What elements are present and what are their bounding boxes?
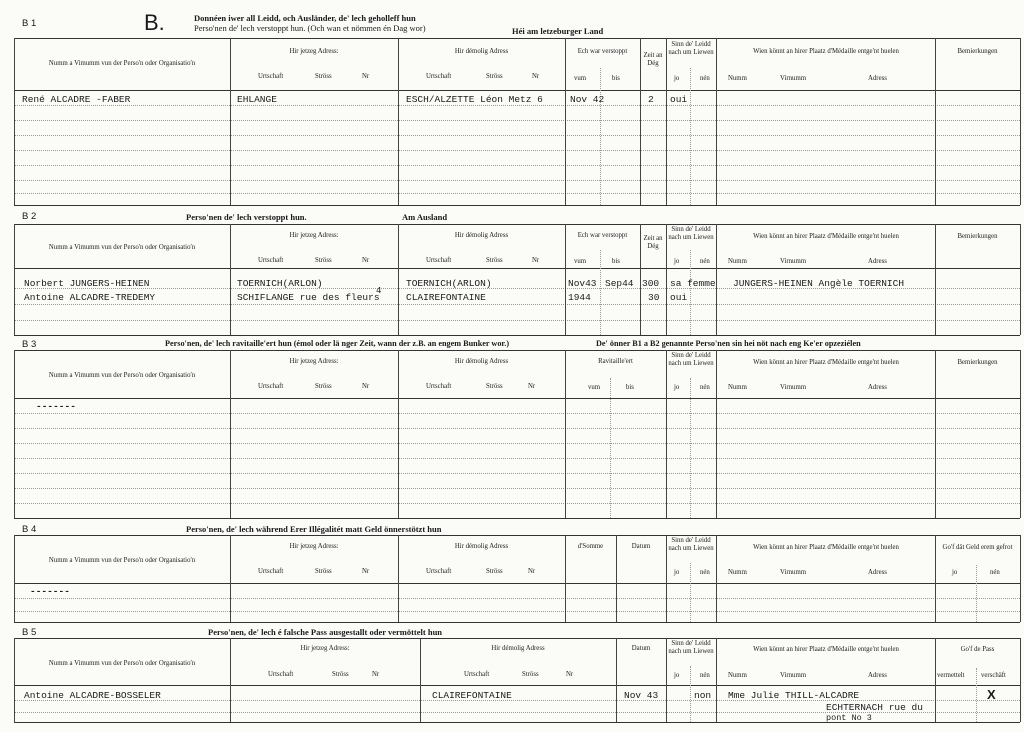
column-header: Datum <box>631 645 651 652</box>
column-header: Sinn de' Leidd nach um Liewen <box>668 41 714 56</box>
subheader: nén <box>700 672 710 679</box>
entry-date: Nov 43 <box>624 690 659 701</box>
entry-alive: non <box>694 690 712 701</box>
column-header: Hir démolig Adress <box>454 232 509 239</box>
entry-alive: oui <box>670 292 688 303</box>
subheader: vum <box>574 75 587 82</box>
subheader: vermettelt <box>937 672 965 679</box>
subheader: Nr <box>532 257 540 264</box>
column-header: Zeit an Dég <box>643 235 663 250</box>
subheader: Ströss <box>315 383 332 390</box>
entry-pass-mark: X <box>987 687 996 702</box>
subheader: Nr <box>372 671 380 678</box>
column-header: Hir démolig Adress <box>454 48 509 55</box>
subheader: bis <box>612 258 620 265</box>
section-subtitle: Héi am letzeburger Land <box>512 26 604 36</box>
column-header: d'Somme <box>577 543 604 550</box>
entry-current-address: SCHIFLANGE rue des fleurs <box>237 292 380 303</box>
column-header: Wien könnt an hirer Plaatz d'Médaille entge'nt huelen <box>753 359 899 366</box>
subheader: jo <box>674 672 680 679</box>
subheader: Ströss <box>315 257 332 264</box>
column-header: Bemierkungen <box>957 48 998 55</box>
column-header: Numm a Vimumm vun der Perso'n oder Organisatio'n <box>48 557 196 564</box>
subheader: Urtschaft <box>258 568 284 575</box>
entry-medal-address: ECHTERNACH rue du <box>826 702 923 713</box>
subheader: jo <box>674 384 680 391</box>
section-title: Perso'nen de' lech verstoppt hun. <box>186 212 307 222</box>
section-title: Donnéen iwer all Leidd, och Ausländer, de' lech geholleff hun <box>194 13 416 23</box>
subheader: Urtschaft <box>258 73 284 80</box>
entry-former-address: TOERNICH(ARLON) <box>406 278 492 289</box>
subheader: Nr <box>362 383 370 390</box>
subheader: Urtschaft <box>268 671 294 678</box>
column-header: Numm a Vimumm vun der Perso'n oder Organisatio'n <box>48 372 196 379</box>
section-label: B 5 <box>22 627 37 638</box>
entry-name: Antoine ALCADRE-TREDEMY <box>24 292 156 303</box>
entry-hidden-to: Sep44 <box>605 278 634 289</box>
column-header: Sinn de' Leidd nach um Liewen <box>668 537 714 552</box>
form-letter: B. <box>144 10 165 35</box>
column-header: Wien könnt an hirer Plaatz d'Médaille entge'nt huelen <box>753 48 899 55</box>
entry-current-nr: 4 <box>376 286 382 296</box>
entry-hidden-from: Nov 42 <box>570 94 605 105</box>
entry-name: Norbert JUNGERS-HEINEN <box>24 278 150 289</box>
subheader: Adress <box>868 569 887 576</box>
subheader: jo <box>674 258 680 265</box>
entry-name: ------- <box>36 401 76 412</box>
subheader: Adress <box>868 75 887 82</box>
subheader: Ströss <box>486 383 503 390</box>
entry-name: René ALCADRE -FABER <box>22 94 131 105</box>
entry-name: Antoine ALCADRE-BOSSELER <box>24 690 161 701</box>
subheader: Numm <box>728 75 747 82</box>
subheader: Urtschaft <box>426 257 452 264</box>
entry-current-address: TOERNICH(ARLON) <box>237 278 323 289</box>
column-header: Wien könnt an hirer Plaatz d'Médaille entge'nt huelen <box>753 544 899 551</box>
column-header: Ech war verstoppt <box>577 232 628 239</box>
section-title: Perso'nen, de' lech ravitaille'ert hun (émol oder lä nger Zeit, wann der z.B. an engem Bunker wor.) <box>165 339 510 348</box>
subheader: Numm <box>728 384 747 391</box>
column-header: Hir jetzeg Adress: <box>300 645 350 652</box>
subheader: jo <box>674 569 680 576</box>
subheader: bis <box>626 384 634 391</box>
column-header: Numm a Vimumm vun der Perso'n oder Organisatio'n <box>48 660 196 667</box>
subheader: Virnumm <box>780 569 807 576</box>
subheader: Ströss <box>486 257 503 264</box>
subheader: Virnumm <box>780 75 807 82</box>
subheader: nén <box>700 384 710 391</box>
column-header: Bemierkungen <box>957 233 998 240</box>
subheader: nén <box>700 258 710 265</box>
subheader: Virnumm <box>780 384 807 391</box>
section-title: Perso'nen, de' lech während Erer Illégalitét matt Geld önnerstötzt hun <box>186 524 442 534</box>
section-label: B 3 <box>22 339 37 350</box>
section-subtitle: Am Ausland <box>402 212 448 222</box>
column-header: Numm a Vimumm vun der Perso'n oder Organisatio'n <box>48 60 196 67</box>
subheader: jo <box>674 75 680 82</box>
subheader: Ströss <box>486 568 503 575</box>
entry-time: 300 <box>642 278 660 289</box>
subheader: Numm <box>728 258 747 265</box>
column-header: Sinn de' Leidd nach um Liewen <box>668 640 714 655</box>
subheader: Numm <box>728 672 747 679</box>
subheader: Urtschaft <box>426 73 452 80</box>
entry-name: ------- <box>30 586 70 597</box>
column-header: Bemierkungen <box>957 359 998 366</box>
section-label: B 2 <box>22 211 37 222</box>
subheader: Urtschaft <box>464 671 490 678</box>
subheader: nén <box>700 75 710 82</box>
entry-alive: oui <box>670 94 688 105</box>
column-header: Sinn de' Leidd nach um Liewen <box>668 226 714 241</box>
subheader: Urtschaft <box>426 383 452 390</box>
column-header: Hir démolig Adress <box>454 543 509 550</box>
subheader: Ströss <box>315 73 332 80</box>
subheader: jo <box>952 569 958 576</box>
column-header: Hir jetzeg Adress: <box>289 48 339 55</box>
column-header: Hir jetzeg Adress: <box>289 358 339 365</box>
subheader: Ströss <box>315 568 332 575</box>
subheader: Urtschaft <box>258 383 284 390</box>
column-header: Datum <box>631 543 651 550</box>
subheader: bis <box>612 75 620 82</box>
subheader: nén <box>700 569 710 576</box>
subheader: vum <box>588 384 601 391</box>
subheader: Nr <box>362 257 370 264</box>
column-header: Hir jetzeg Adress: <box>289 232 339 239</box>
column-header: Ech war verstoppt <box>577 48 628 55</box>
subheader: nén <box>990 569 1000 576</box>
entry-medal-address: pont No 3 <box>826 713 872 722</box>
subheader: Virnumm <box>780 258 807 265</box>
subheader: Nr <box>528 568 536 575</box>
subheader: Adress <box>868 672 887 679</box>
subheader: Ströss <box>486 73 503 80</box>
column-header: Go'f de Pass <box>960 646 995 653</box>
subheader: Nr <box>566 671 574 678</box>
column-header: Ravitaille'ert <box>598 358 633 365</box>
subheader: Urtschaft <box>426 568 452 575</box>
entry-current-address: EHLANGE <box>237 94 277 105</box>
subheader: Adress <box>868 258 887 265</box>
subheader: Urtschaft <box>258 257 284 264</box>
entry-time: 2 <box>648 94 654 105</box>
subheader: Ströss <box>522 671 539 678</box>
section-label: B 1 <box>22 18 37 29</box>
subheader: Virnumm <box>780 672 807 679</box>
entry-time: 30 <box>648 292 660 303</box>
section-title: Perso'nen de' lech verstoppt hun. (Och wan et nömmen én Dag wor) <box>194 23 426 33</box>
subheader: Nr <box>532 73 540 80</box>
entry-medal-recipient: JUNGERS-HEINEN Angèle TOERNICH <box>733 278 905 289</box>
subheader: Numm <box>728 569 747 576</box>
column-header: Sinn de' Leidd nach um Liewen <box>668 352 714 367</box>
subheader: Nr <box>528 383 536 390</box>
entry-medal-recipient: Mme Julie THILL-ALCADRE <box>728 690 860 701</box>
column-header: Wien könnt an hirer Plaatz d'Médaille entge'nt huelen <box>753 646 899 653</box>
column-header: Hir démolig Adress <box>454 358 509 365</box>
section-title: Perso'nen, de' lech é falsche Pass ausgestallt oder vermöttelt hun <box>208 627 443 637</box>
column-header: Go'f dät Geld erem gefrot <box>942 544 1013 551</box>
column-header: Zeit an Dég <box>643 52 663 67</box>
entry-former-address: CLAIREFONTAINE <box>406 292 486 303</box>
subheader: verschäft <box>981 672 1006 679</box>
column-header: Hir démolig Adress <box>491 645 545 652</box>
section-label: B 4 <box>22 524 37 535</box>
subheader: Nr <box>362 568 370 575</box>
entry-former-address: ESCH/ALZETTE Léon Metz 6 <box>406 94 543 105</box>
subheader: Adress <box>868 384 887 391</box>
column-header: Wien könnt an hirer Plaatz d'Médaille entge'nt huelen <box>753 233 899 240</box>
subheader: vum <box>574 258 587 265</box>
entry-hidden-from: 1944 <box>568 292 591 303</box>
column-header: Hir jetzeg Adress: <box>289 543 339 550</box>
entry-former-address: CLAIREFONTAINE <box>432 690 512 701</box>
column-header: Numm a Vimumm vun der Perso'n oder Organisatio'n <box>48 244 196 251</box>
subheader: Nr <box>362 73 370 80</box>
section-subtitle: De' önner B1 a B2 genannte Perso'nen sin hei nöt nach eng Ke'er opzeziélen <box>596 339 861 348</box>
entry-alive: sa femme <box>670 278 716 289</box>
subheader: Ströss <box>332 671 349 678</box>
entry-hidden-from: Nov43 <box>568 278 597 289</box>
